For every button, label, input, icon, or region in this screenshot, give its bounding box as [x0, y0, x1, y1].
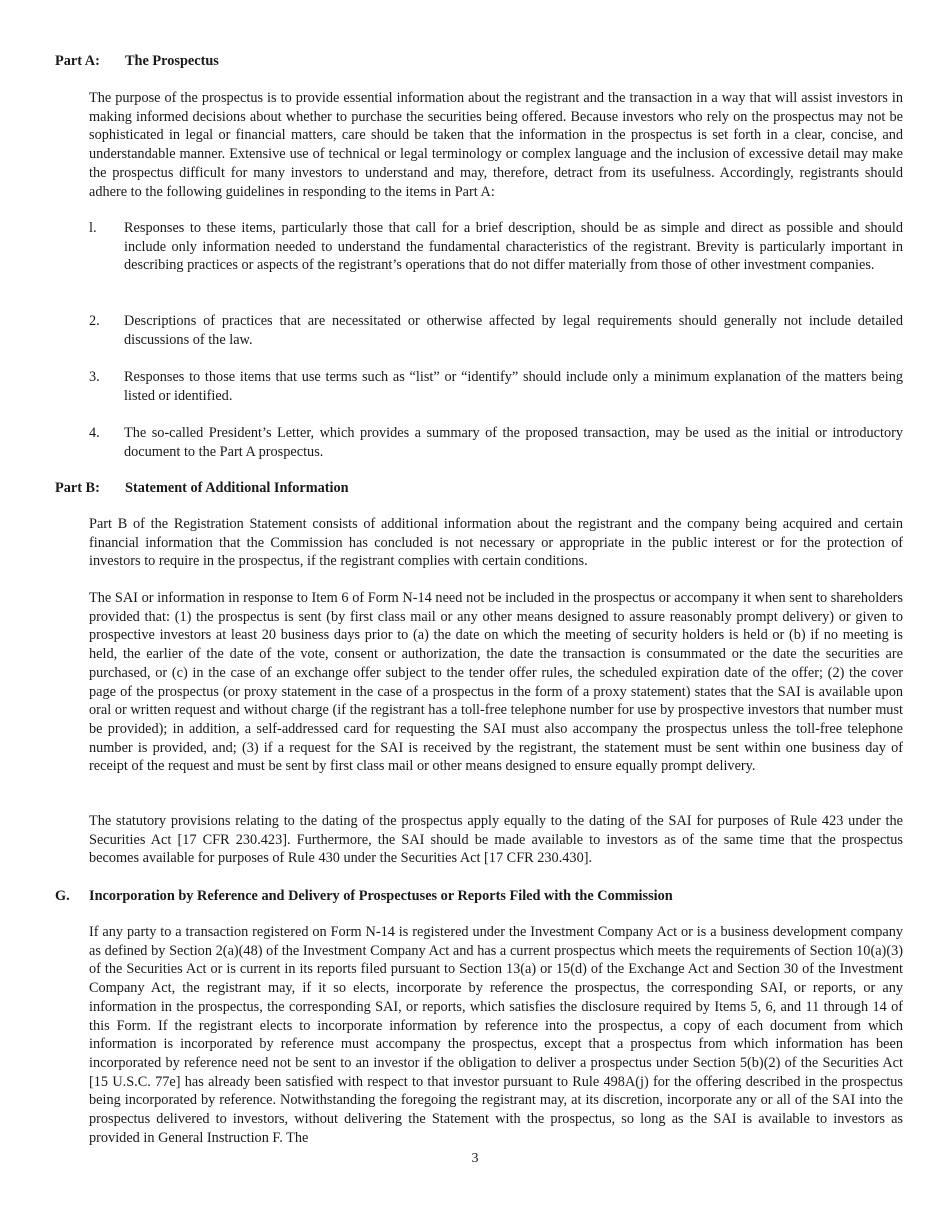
part-b-label: Part B: [55, 480, 100, 496]
section-g-label: G. [55, 888, 70, 904]
part-a-label: Part A: [55, 53, 100, 69]
section-g-heading [55, 887, 673, 905]
part-b-paragraph: The statutory provisions relating to the dating of the prospectus apply equally to the dating of the SAI for purposes of Rule 423 under the Securities Act [17 CFR 230.423]. Furthermore, the SAI should be made available to investors as of the same time that the prospectus becomes available for purposes of Rule 430 under the Securities Act [17 CFR 230.430]. [89, 813, 903, 867]
part-b-title: Statement of Additional Information [125, 480, 349, 496]
list-item-text: Descriptions of practices that are necessitated or otherwise affected by legal requirements should generally not include detailed discussions of the law. [124, 313, 903, 348]
list-item [89, 219, 903, 275]
list-item-text: Responses to these items, particularly those that call for a brief description, should be as simple and direct as possible and should include only information needed to understand the fundamental characteristics of the registrant. Brevity is particularly important in describing practices or aspects of the registrant’s operations that do not differ materially from those of other investment companies. [124, 220, 903, 274]
section-g-paragraph: If any party to a transaction registered on Form N-14 is registered under the Investment Company Act or is a business development company as defined by Section 2(a)(48) of the Investment Company Act and has a current prospectus which meets the requirements of Section 10(a)(3) of the Securities Act or is current in its reports filed pursuant to Section 13(a) or 15(d) of the Exchange Act and Section 30 of the Investment Company Act, the registrant may, if it so elects, incorporate by reference the prospectus, the corresponding SAI, or reports, or any information in the prospectus, the corresponding SAI, or reports, which satisfies the disclosure required by Items 5, 6, and 11 through 14 of this Form. If the registrant elects to incorporate information by reference into the prospectus, a copy of each document from which information is incorporated by reference must accompany the prospectus, except that a prospectus from which information has been incorporated by reference need not be sent to an investor if the obligation to deliver a prospectus under Section 5(b)(2) of the Securities Act [15 U.S.C. 77e] has already been satisfied with respect to that investor pursuant to Rule 498A(j) for the offering described in the prospectus being incorporated by reference. Notwithstanding the foregoing the registrant may, at its discretion, incorporate any or all of the SAI into the prospectus delivered to investors, without delivering the Statement with the prospectus, so long as the SAI is available to investors as provided in General Instruction F. The [89, 924, 903, 1146]
part-a-title: The Prospectus [125, 53, 219, 69]
list-item-number: 4. [89, 425, 100, 441]
section-g-title: Incorporation by Reference and Delivery of Prospectuses or Reports Filed with the Commission [89, 888, 673, 904]
part-a-intro: The purpose of the prospectus is to provide essential information about the registrant and the transaction in a way that will assist investors in making informed decisions about whether to purchase the securities being offered. Because investors who rely on the prospectus may not be sophisticated in legal or financial matters, care should be taken that the information in the prospectus is set forth in a clear, concise, and understandable manner. Extensive use of technical or legal terminology or complex language and the inclusion of excessive detail may make the prospectus difficult for many investors to understand and may, therefore, detract from its usefulness. Accordingly, registrants should adhere to the following guidelines in responding to the items in Part A: [89, 90, 903, 200]
list-item [89, 424, 903, 461]
page-number: 3 [471, 1151, 479, 1166]
part-b-paragraph: Part B of the Registration Statement consists of additional information about the registrant and the company being acquired and certain financial information that the Commission has concluded is not necessary or appropriate in the public interest or for the protection of investors to require in the prospectus, if the registrant complies with certain conditions. [89, 516, 903, 570]
list-item-text: Responses to those items that use terms such as “list” or “identify” should include only a minimum explanation of the matters being listed or identified. [124, 369, 903, 404]
list-item-number: l. [89, 220, 97, 236]
list-item-number: 3. [89, 369, 100, 385]
list-item [89, 312, 903, 349]
part-b-heading [55, 479, 349, 497]
list-item-number: 2. [89, 313, 100, 329]
part-b-paragraph: The SAI or information in response to Item 6 of Form N-14 need not be included in the prospectus or accompany it when sent to shareholders provided that: (1) the prospectus is sent (by first class mail or any other means designed to assure reasonably prompt delivery) or given to prospective investors at least 20 business days prior to (a) the date on which the meeting of security holders is held or (b) if no meeting is held, the earlier of the date of the vote, consent or authorization, the date the transaction is consummated or the date the securities are purchased, or (c) in the case of an exchange offer subject to the tender offer rules, the scheduled expiration date of the offer; (2) the cover page of the prospectus (or proxy statement in the case of a prospectus in the form of a proxy statement) states that the SAI is available upon oral or written request and without charge (if the registrant has a toll-free telephone number for use by prospective investors that number must be provided); in addition, a self-addressed card for requesting the SAI must also accompany the prospectus unless the toll-free telephone number is provided, and; (3) if a request for the SAI is received by the registrant, the statement must be sent within one business day of receipt of the request and must be sent by first class mail or other means designed to ensure equally prompt delivery. [89, 590, 903, 775]
list-item [89, 368, 903, 405]
list-item-text: The so-called President’s Letter, which provides a summary of the proposed transaction, may be used as the initial or introductory document to the Part A prospectus. [124, 425, 903, 460]
part-a-heading [55, 52, 219, 70]
